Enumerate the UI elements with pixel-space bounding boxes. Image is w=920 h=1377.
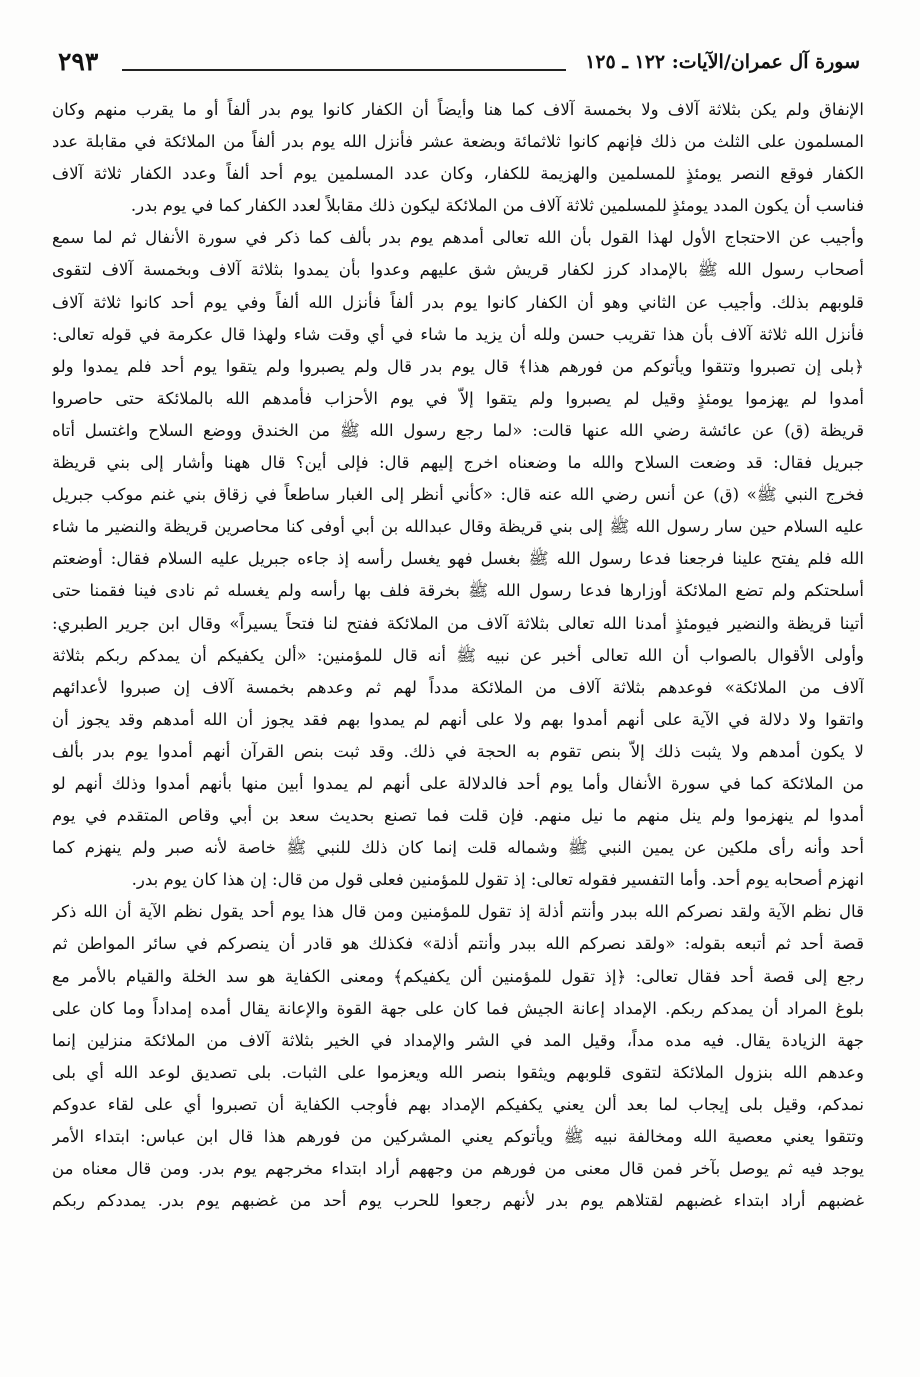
text-line: أتينا قريظة والنضير فيومئذٍ أمدنا الله تعالى بثلاثة آلاف من الملائكة ففتح لنا فتحاً يسيراً» وقال ابن جرير الطبري: (52, 613, 864, 633)
text-line: الإنفاق ولم يكن بثلاثة آلاف ولا بخمسة آلاف كما هنا وأيضاً أن الكفار كانوا يوم بدر ألفاً أو ما يقرب منهم وكان (52, 100, 864, 119)
text-line: ﴿بلى إن تصبروا وتتقوا ويأتوكم من فورهم هذا﴾ قال يوم بدر قال ولم يصبروا ولم يتقوا يوم أحد فلم يمدوا ولو (52, 356, 864, 376)
text-line: وتتقوا يعني معصية الله ومخالفة نبيه ﷺ ويأتوكم يعني المشركين من فورهم هذا قال ابن عباس: ابتداء الأمر (52, 1127, 864, 1146)
text-line: وعدهم الله بنزول الملائكة لتقوى قلوبهم ويثقوا بنصر الله ويعزموا على الثبات. بلى تصديق لوعد الله أي بلى (52, 1062, 864, 1082)
header-rule (122, 69, 566, 71)
text-line: قصة أحد ثم أتبعه بقوله: «ولقد نصركم الله ببدر وأنتم أذلة» فكذلك هو قادر أن ينصركم في سائر المواطن ثم (52, 934, 864, 954)
text-line: قلوبهم بذلك. وأجيب عن الثاني وهو أن الكفار كانوا يوم بدر ألفاً فأنزل الله ألفاً وفي يوم أحد كانوا ثلاثة آلاف (52, 292, 864, 312)
text-line: أمدوا لم ينهزموا ولم ينل منهم ما نيل منهم. فإن قلت فما تصنع بحديث سعد بن أبي وقاص المتقدم في يوم (52, 806, 864, 826)
text-line: وأجيب عن الاحتجاج الأول لهذا القول بأن الله تعالى أمدهم يوم بدر بألف كما ذكر في سورة الأنفال ثم لما سمع (52, 228, 864, 248)
text-line: نمدكم، وقيل بلى إيجاب لما بعد ألن يعني يكفيكم الإمداد بهم فأوجب الكفاية أن تصبروا أي على لقاء عدوكم (52, 1094, 864, 1114)
text-line: جهة الزيادة يقال. فيه مده مداً، وقيل المد في الشر والإمداد في الخير بثلاثة آلاف من الملائكة منزلين إنما (52, 1030, 864, 1050)
page-number: ٢٩٣ (58, 47, 99, 76)
text-line: قريظة (ق) عن عائشة رضي الله عنها قالت: «لما رجع رسول الله ﷺ من الخندق ووضع السلاح واغتسل أتاه (52, 420, 864, 440)
text-line: آلاف من الملائكة» فوعدهم بثلاثة آلاف من الملائكة مدداً لهم ثم وعدهم بخمسة آلاف إن صبروا لأعدائهم (52, 677, 864, 697)
text-line: واتقوا ولا دلالة في الآية على أنهم أمدوا بهم ولا على أنهم لم يمدوا بهم فقد يجوز أن الله أمدهم وقد يجوز أن (52, 709, 864, 729)
text-line: غضبهم أراد ابتداء غضبهم لقتلاهم يوم بدر لأنهم رجعوا للحرب يوم أحد من غضبهم يوم بدر. يمددكم ربكم (52, 1191, 864, 1211)
text-line: فناسب أن يكون المدد يومئذٍ للمسلمين ثلاثة آلاف من الملائكة ليكون ذلك مقابلاً لعدد الكفار كما في يوم بدر. (130, 196, 864, 216)
text-line: أسلحتكم ولم تضع الملائكة أوزارها فدعا رسول الله ﷺ بخرقة فلف بها رأسه ولم يغسله ثم نادى فينا فقمنا حتى (52, 581, 864, 601)
text-line: وأولى الأقوال بالصواب أن الله تعالى أخبر عن نبيه ﷺ أنه قال للمؤمنين: «ألن يكفيكم أن يمدكم ربكم بثلاثة (52, 645, 864, 665)
body-text (52, 94, 864, 1217)
text-line: الله فلم يفتح علينا فرجعنا فدعا رسول الله ﷺ بغسل فهو يغسل رأسه إذ جاءه جبريل عليه السلام فقال: أوضعتم (52, 549, 864, 569)
text-line: أصحاب رسول الله ﷺ بالإمداد كرز لكفار قريش شق عليهم وعدوا بأن يمدوا بثلاثة آلاف وبخمسة آلاف لتقوى (52, 260, 864, 280)
text-line: قال نظم الآية ولقد نصركم الله ببدر وأنتم أذلة إذ تقول للمؤمنين ومن قال هذا يوم أحد يقول نظم الآية أن الله ذكر (52, 902, 864, 922)
text-line: لا يكون أمدهم ولا يثبت ذلك إلاّ بنص تقوم به الحجة في ذلك. وقد ثبت بنص القرآن أنهم أمدوا يوم بدر بألف (52, 741, 864, 761)
text-line: أحد وأنه رأى ملكين عن يمين النبي ﷺ وشماله قلت إنما كان ذلك للنبي ﷺ خاصة لأنه صبر ولم ينهزم كما (52, 838, 864, 858)
text-line: فأنزل الله ثلاثة آلاف بأن هذا تقريب حسن ولله أن يزيد ما شاء في أي وقت شاء ولهذا قال عكرمة في قوله تعالى: (52, 324, 864, 344)
text-line: انهزم أصحابه يوم أحد. وأما التفسير فقوله تعالى: إذ تقول للمؤمنين فعلى قول من قال: إن هذا كان يوم بدر. (131, 870, 864, 890)
page-header (36, 44, 896, 84)
text-line: رجع إلى قصة أحد فقال تعالى: ﴿إذ تقول للمؤمنين ألن يكفيكم﴾ ومعنى الكفاية هو سد الخلة والقيام بالأمر مع (52, 966, 864, 986)
text-line: فخرج النبي ﷺ» (ق) عن أنس رضي الله عنه قال: «كأني أنظر إلى الغبار ساطعاً في زقاق بني غنم موكب جبريل (52, 485, 864, 505)
text-line: يوجد فيه ثم يوصل بآخر فمن قال معنى من فورهم من وجههم أراد ابتداء مخرجهم يوم بدر. ومن قال معناه من (52, 1159, 864, 1179)
text-line: جبريل فقال: قد وضعت السلاح والله ما وضعناه اخرج إليهم قال: فإلى أين؟ قال ههنا وأشار إلى بني قريظة (52, 453, 864, 473)
text-line: بلوغ المراد أن يمدكم ربكم. الإمداد إعانة الجيش فما كان على جهة القوة والإعانة يقال أمده إمداداً وما كان على (52, 998, 864, 1018)
text-line: الكفار فوقع النصر يومئذٍ للمسلمين والهزيمة للكفار، وكان عدد المسلمين يوم أحد ألفاً وعدد الكفار ثلاثة آلاف (52, 164, 864, 184)
text-line: من الملائكة كما في سورة الأنفال وأما يوم أحد فالدلالة على أنهم لم يمدوا أبين منها بأنهم أمدوا وذلك أنهم لو (52, 773, 864, 793)
text-line: عليه السلام حين سار رسول الله ﷺ إلى بني قريظة وقال عبدالله بن أبي أوفى كنا محاصرين قريظة والنضير ما شاء (52, 517, 864, 537)
text-line: المسلمون على الثلث من ذلك فإنهم كانوا ثلاثمائة وبضعة عشر فأنزل الله يوم بدر ألفاً من الملائكة في مقابلة عدد (52, 132, 864, 152)
text-line: أمدوا لم يهزموا يومئذٍ وقيل لم يصبروا ولم يتقوا إلاّ في يوم الأحزاب فأمدهم الله بالملائكة حتى حاصروا (52, 388, 864, 408)
running-title: سورة آل عمران/الآيات: ١٢٢ ـ ١٢٥ (585, 51, 860, 73)
